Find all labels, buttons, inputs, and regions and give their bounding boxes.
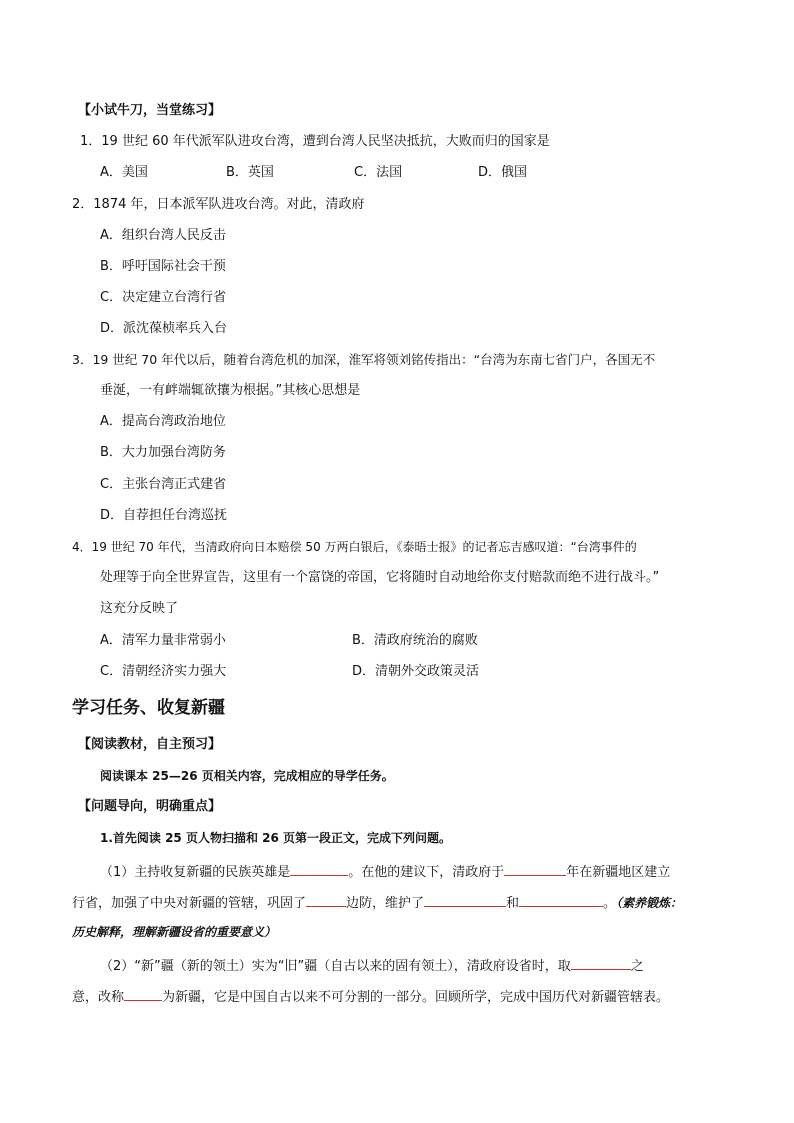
p1-line2	[72, 892, 682, 913]
q2-option-b: B．呼吁国际社会干预	[100, 259, 226, 274]
q4-option-c: C．清朝经济实力强大	[100, 664, 227, 679]
q4-option-d: D．清朝外交政策灵活	[352, 664, 480, 679]
rename-blank[interactable]	[124, 986, 162, 1001]
read-text: 阅读课本 25—26 页相关内容，完成相应的导学任务。	[100, 769, 394, 783]
p1-text-f: 和	[506, 896, 520, 911]
q3-option-d: D．自荐担任台湾巡抚	[100, 508, 228, 523]
q3-option-b: B．大力加强台湾防务	[100, 445, 226, 460]
question-2-stem: 2．1874 年，日本派军队进攻台湾。对此，清政府	[72, 197, 365, 212]
practice-heading: 【小试牛刀，当堂练习】	[78, 103, 222, 118]
p2-text-a: （2）“新”疆（新的领土）实为“旧”疆（自古以来的固有领土），清政府设省时，取	[100, 959, 571, 974]
question-4-stem-line2: 处理等于向全世界宣告，这里有一个富饶的帝国，它将随时自动地给你支付赔款而绝不进行战斗。”	[100, 570, 660, 585]
p1-text-a: （1）主持收复新疆的民族英雄是	[100, 865, 291, 880]
meaning-blank[interactable]	[571, 955, 631, 970]
p2-text-b: 之	[630, 959, 644, 974]
question-1-stem: 1．19 世纪 60 年代派军队进攻台湾，遭到台湾人民坚决抵抗，大败而归的国家是	[80, 134, 550, 149]
p1-line1	[100, 861, 670, 882]
p1-text-g: 。	[603, 896, 617, 911]
p2-text-d: 为新疆，它是中国自古以来不可分割的一部分。回顾所学，完成中国历代对新疆管辖表。	[162, 990, 670, 1005]
task-title: 学习任务、收复新疆	[72, 698, 225, 718]
q2-option-c: C．决定建立台湾行省	[100, 290, 227, 305]
p2-line2	[72, 986, 669, 1007]
maintain-blank-1[interactable]	[424, 892, 506, 907]
skill-note-a: （素养锻炼：	[616, 896, 683, 910]
q4-option-b: B．清政府统治的腐败	[352, 633, 478, 648]
question-3-stem-line2: 垂涎，一有衅端辄欲攘为根据。”其核心思想是	[100, 383, 361, 398]
frontier-blank[interactable]	[306, 892, 346, 907]
question-3-stem-line1: 3．19 世纪 70 年代以后，随着台湾危机的加深，淮军将领刘铭传指出：“台湾为东南七省门户，各国无不	[72, 352, 656, 367]
skill-note-b: 历史解释，理解新疆设省的重要意义）	[72, 925, 277, 939]
p1-text-c: 年在新疆地区建立	[566, 865, 671, 880]
q3-option-a: A．提高台湾政治地位	[100, 414, 226, 429]
problem-heading: 【问题导向，明确重点】	[78, 799, 222, 814]
q2-option-d: D．派沈葆桢率兵入台	[100, 321, 228, 336]
q1-option-d: D．俄国	[478, 165, 528, 180]
p2-line1	[100, 955, 644, 976]
p1-text-e: 边防，维护了	[346, 896, 425, 911]
q3-option-c: C．主张台湾正式建省	[100, 477, 227, 492]
maintain-blank-2[interactable]	[519, 892, 603, 907]
q1-option-c: C．法国	[354, 165, 403, 180]
read-heading: 【阅读教材，自主预习】	[78, 737, 222, 752]
p1-text-d: 行省，加强了中央对新疆的管辖，巩固了	[72, 896, 307, 911]
q1-option-a: A．美国	[100, 165, 148, 180]
p2-text-c: 意，改称	[72, 990, 125, 1005]
year-blank[interactable]	[504, 861, 566, 876]
problem-intro: 1.首先阅读 25 页人物扫描和 26 页第一段正文，完成下列问题。	[100, 831, 452, 845]
q1-option-b: B．英国	[226, 165, 274, 180]
q4-option-a: A．清军力量非常弱小	[100, 633, 226, 648]
question-4-stem-line1: 4．19 世纪 70 年代，当清政府向日本赔偿 50 万两白银后，《泰晤士报》的记者忘吉感叹道：“台湾事件的	[72, 540, 637, 554]
q2-option-a: A．组织台湾人民反击	[100, 228, 226, 243]
p1-text-b: 。在他的建议下，清政府于	[348, 865, 505, 880]
hero-blank[interactable]	[290, 861, 348, 876]
question-4-stem-line3: 这充分反映了	[100, 601, 179, 616]
